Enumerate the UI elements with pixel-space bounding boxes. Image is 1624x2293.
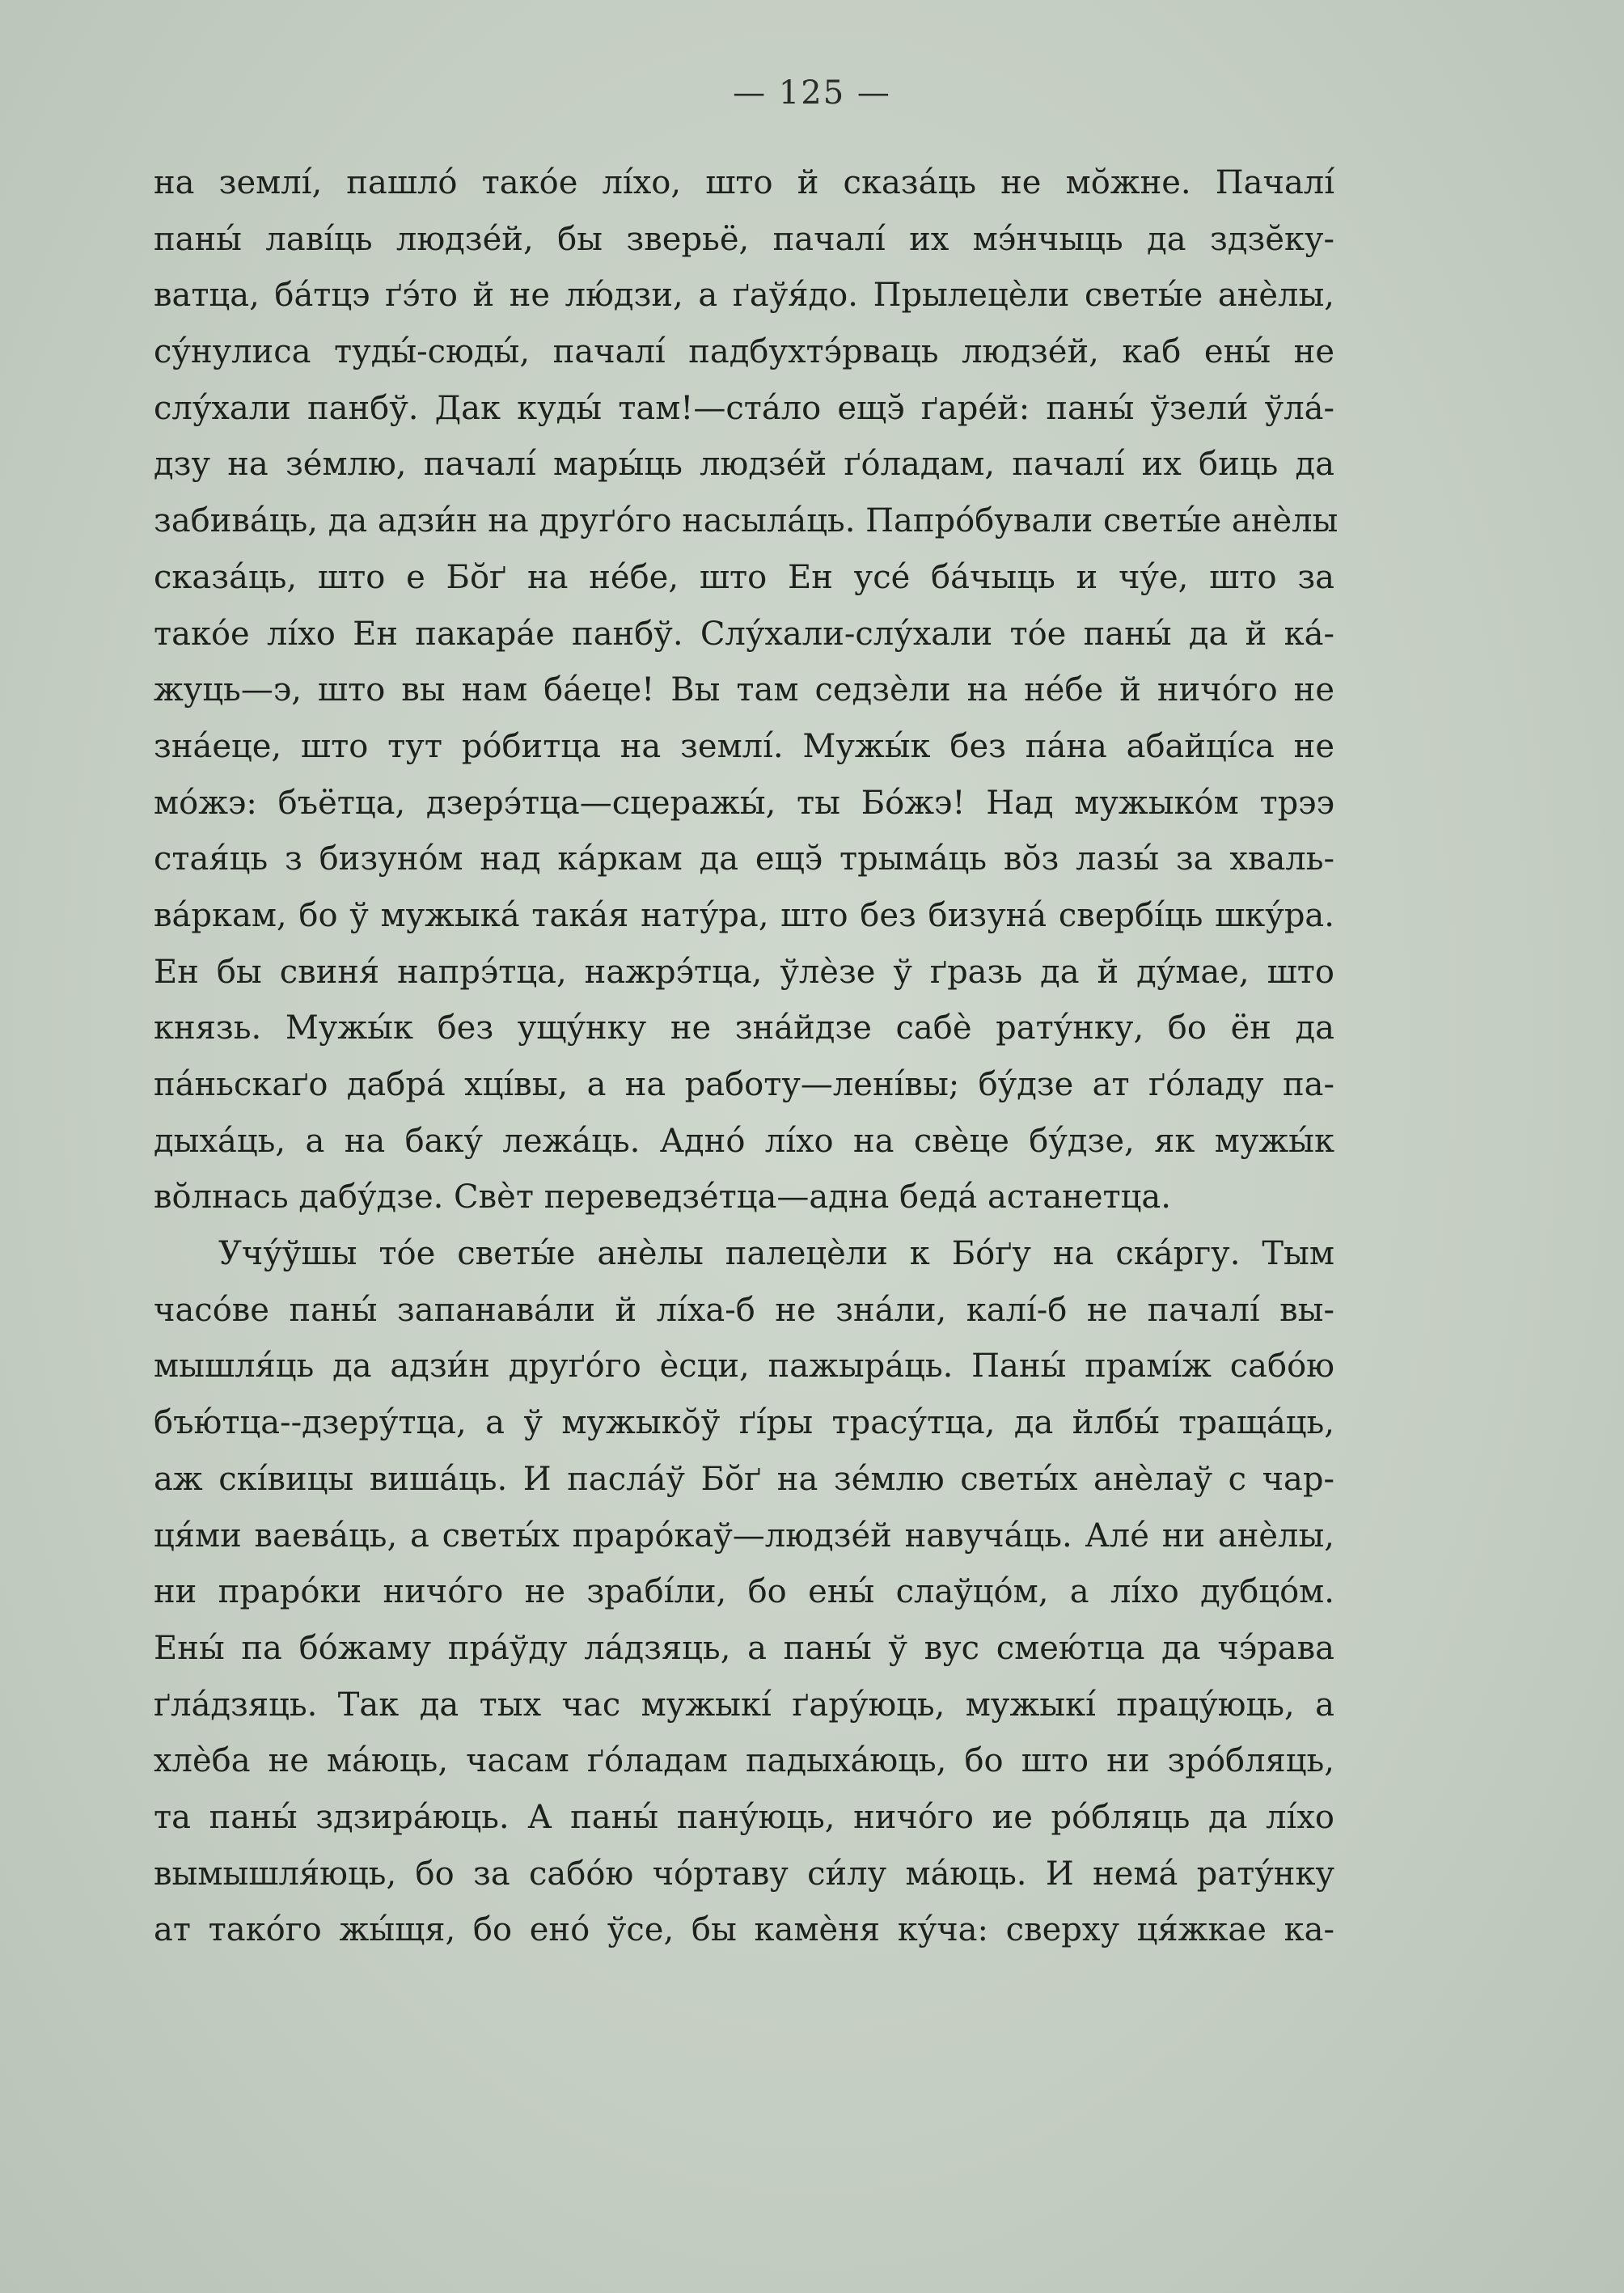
text-line: ватца, ба́тцэ ґэ́то й не лю́дзи, а ґаўя́до. Прылецѐли светы́е анѐлы, bbox=[154, 277, 1334, 315]
text-line: князь. Мужы́к без ущу́нку не зна́йдзе сабѐ рату́нку, бо ён да bbox=[154, 1009, 1334, 1047]
text-line: стая́ць з бизуно́м над ка́ркам да ещэ̆ трыма́ць во̆з лазы́ за хваль- bbox=[154, 840, 1334, 878]
text-line: дзу на зе́млю, пачалі́ мары́ць людзе́й ґо́ладам, пачалі́ их биць да bbox=[154, 446, 1334, 484]
text-line: паны́ лаві́ць людзе́й, бы зверьё, пачалі́ их мэ́нчыць да здзӗку- bbox=[154, 220, 1334, 258]
text-line: во̆лнась дабу́дзе. Свѐт переведзе́тца—адна беда́ астанетца. bbox=[154, 1178, 1171, 1216]
text-line: часо́ве паны́ запанава́ли й лі́ха-б не зна́ли, калі́-б не пачалі́ вы- bbox=[154, 1291, 1334, 1329]
paragraph-2 bbox=[154, 1226, 1334, 1959]
text-line: сказа́ць, што е Бо̆ґ на не́бе, што Ен усе́ ба́чыць и чу́е, што за bbox=[154, 558, 1334, 596]
text-line: дыха́ць, а на баку́ лежа́ць. Адно́ лі́хо на свѐце бу́дзе, як мужы́к bbox=[154, 1122, 1334, 1160]
paragraph-1 bbox=[154, 155, 1339, 1226]
text-line: бъю́тца--дзеру́тца, а ў мужыко̆ў ґі́ры трасу́тца, да йлбы́ траща́ць, bbox=[154, 1404, 1334, 1442]
text-line: мо́жэ: бъётца, дзерэ́тца—сцеражы́, ты Бо́жэ! Над мужыко́м трээ bbox=[154, 784, 1334, 822]
text-line: ат тако́го жы́щя, бо ено́ ўсе, бы камѐня ку́ча: сверху ця́жкае ка- bbox=[154, 1911, 1334, 1949]
text-line: аж скі́вицы виша́ць. И пасла́ў Бо̆ґ на зе́млю светы́х анѐлаў с чар- bbox=[154, 1460, 1334, 1498]
text-line: хлѐба не ма́юць, часам ґо́ладам падыха́юць, бо што ни зро́бляць, bbox=[154, 1742, 1334, 1780]
text-line: ґла́дзяць. Так да тых час мужыкі́ ґару́юць, мужыкі́ працу́юць, а bbox=[154, 1686, 1334, 1724]
text-line: ця́ми ваева́ць, а светы́х праро́каў—людзе́й навуча́ць. Але́ ни анѐлы, bbox=[154, 1517, 1334, 1555]
text-line: зна́еце, што тут ро́битца на землі́. Мужы́к без па́на абайці́са не bbox=[154, 727, 1334, 765]
text-line: су́нулиса туды́-сюды́, пачалі́ падбухтэ́рваць людзе́й, каб ены́ не bbox=[154, 333, 1334, 371]
text-line: мышля́ць да адзи́н друґо́го ѐсци, пажыра́ць. Паны́ прамі́ж сабо́ю bbox=[154, 1347, 1334, 1386]
text-line: жуць—э, што вы нам ба́еце! Вы там седзѐли на не́бе й ничо́го не bbox=[154, 671, 1334, 709]
text-line: на землі́, пашло́ тако́е лі́хо, што й сказа́ць не мо̆жне. Пачалі́ bbox=[154, 164, 1334, 201]
text-line: Учу́ўшы то́е светы́е анѐлы палецѐли к Бо́ґу на ска́ргу. Тым bbox=[218, 1235, 1334, 1273]
text-line: тако́е лі́хо Ен пакара́е панбў. Слу́хали-слу́хали то́е паны́ да й ка́- bbox=[154, 615, 1334, 653]
text-line: та паны́ здзира́юць. А паны́ пану́юць, ничо́го ие ро́бляць да лі́хо bbox=[154, 1798, 1334, 1836]
text-line: Ены́ па бо́жаму пра́ўду ла́дзяць, а паны́ ў вус смею́тца да чэ́рава bbox=[154, 1629, 1334, 1667]
text-line: забива́ць, да адзи́н на друґо́го насыла́ць. Папро́бували светы́е анѐлы bbox=[154, 502, 1339, 540]
page-number: — 125 — bbox=[733, 74, 891, 112]
body-text bbox=[154, 155, 1339, 1959]
text-line: Ен бы свиня́ напрэ́тца, нажрэ́тца, ўлѐзе ў ґразь да й ду́мае, што bbox=[154, 953, 1334, 991]
text-line: вымышля́юць, бо за сабо́ю чо́ртаву си́лу ма́юць. И нема́ рату́нку bbox=[154, 1855, 1334, 1893]
text-line: слу́хали панбў. Дак куды́ там!—ста́ло ещэ̆ ґаре́й: паны́ ўзели́ ўла́- bbox=[154, 389, 1334, 427]
text-line: ни праро́ки ничо́го не зрабі́ли, бо ены́ слаўцо́м, а лі́хо дубцо́м. bbox=[154, 1573, 1334, 1611]
text-line: па́ньскаґо дабра́ хці́вы, а на работу—лені́вы; бу́дзе ат ґо́ладу па- bbox=[154, 1066, 1334, 1103]
text-line: ва́ркам, бо ў мужыка́ така́я нату́ра, што без бизуна́ свербі́ць шку́ра. bbox=[154, 896, 1334, 934]
